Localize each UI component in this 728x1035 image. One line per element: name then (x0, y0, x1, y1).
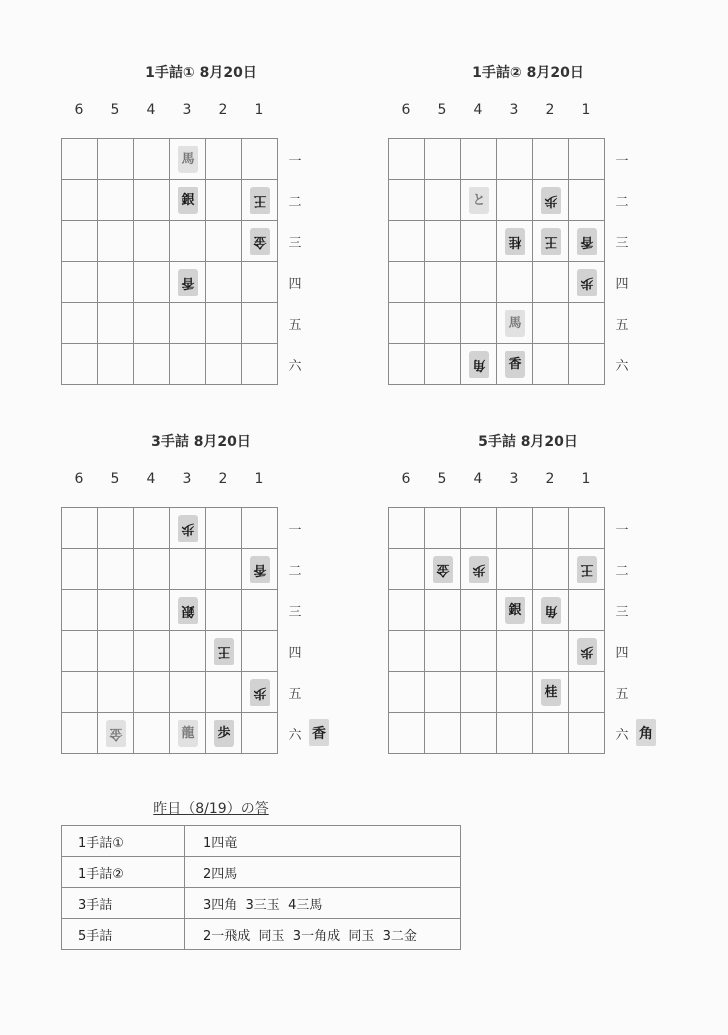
board-square (134, 631, 170, 672)
board-square (533, 549, 569, 590)
board-square (425, 221, 461, 262)
puzzle-title: 1手詰② 8月20日 (472, 65, 584, 81)
piece-label: 歩 (580, 644, 594, 659)
row-number: 二 (288, 564, 302, 579)
column-number: 1 (581, 471, 591, 487)
board-square (98, 344, 134, 385)
piece-label: 金 (109, 726, 123, 741)
board-square (206, 139, 242, 180)
shogi-piece (250, 679, 270, 706)
column-number: 6 (74, 102, 84, 118)
piece-label: 角 (472, 357, 486, 372)
piece-label: 金 (436, 562, 450, 577)
shogi-piece (577, 269, 597, 296)
column-number: 2 (545, 471, 555, 487)
board-square (425, 713, 461, 754)
board-square (389, 631, 425, 672)
board-square (569, 508, 605, 549)
board-square (389, 590, 425, 631)
board-square (170, 303, 206, 344)
board-square (98, 221, 134, 262)
shogi-piece (433, 556, 453, 583)
board-square (98, 590, 134, 631)
board-square (533, 139, 569, 180)
board-square (497, 549, 533, 590)
board-square (425, 631, 461, 672)
column-numbers (388, 471, 658, 491)
answer-row (62, 888, 461, 919)
shogi-piece (106, 720, 126, 747)
board-square (389, 180, 425, 221)
board-square (461, 631, 497, 672)
board-square (62, 549, 98, 590)
board-square (425, 672, 461, 713)
board-square (389, 221, 425, 262)
board-square (242, 590, 278, 631)
board-square (389, 139, 425, 180)
puzzle-title: 5手詰 8月20日 (478, 434, 578, 450)
answer-label: 5手詰 (62, 919, 185, 950)
piece-label: 桂 (508, 234, 522, 249)
shogi-piece (505, 310, 525, 337)
board-square (497, 262, 533, 303)
column-number: 4 (146, 471, 156, 487)
board-square (425, 139, 461, 180)
piece-label: 龍 (181, 726, 195, 741)
board-square (134, 713, 170, 754)
board-square (98, 180, 134, 221)
column-number: 1 (254, 471, 264, 487)
piece-label: 銀 (181, 603, 195, 618)
board-square (242, 262, 278, 303)
board-square (134, 139, 170, 180)
board-square (62, 344, 98, 385)
piece-label: 歩 (181, 521, 195, 536)
board-square (242, 508, 278, 549)
row-number: 六 (615, 359, 629, 374)
row-number: 四 (615, 277, 629, 292)
answer-moves: 3四角 3三玉 4三馬 (185, 888, 461, 919)
shogi-piece (577, 638, 597, 665)
column-number: 6 (74, 471, 84, 487)
board-square (134, 262, 170, 303)
answer-moves: 2四馬 (185, 857, 461, 888)
board-square (569, 672, 605, 713)
board-square (206, 672, 242, 713)
board-square (242, 303, 278, 344)
row-numbers (610, 138, 634, 384)
piece-label: と (472, 193, 486, 208)
shogi-piece (250, 556, 270, 583)
board-square (425, 590, 461, 631)
column-number: 2 (218, 102, 228, 118)
board-square (425, 180, 461, 221)
board-square (98, 262, 134, 303)
column-number: 3 (182, 102, 192, 118)
row-number: 一 (288, 523, 302, 538)
board-square (461, 508, 497, 549)
board-square (170, 631, 206, 672)
board-square (569, 344, 605, 385)
shogi-piece (541, 228, 561, 255)
row-number: 五 (288, 687, 302, 702)
piece-label: 歩 (217, 726, 231, 741)
shogi-piece (214, 638, 234, 665)
board-square (206, 508, 242, 549)
row-number: 四 (615, 646, 629, 661)
column-number: 2 (218, 471, 228, 487)
puzzle-title: 1手詰① 8月20日 (145, 65, 257, 81)
row-number: 五 (615, 318, 629, 333)
shogi-piece (541, 597, 561, 624)
board-square (569, 139, 605, 180)
board-square (170, 549, 206, 590)
board-square (206, 590, 242, 631)
piece-label: 香 (253, 562, 267, 577)
piece-label: 香 (508, 357, 522, 372)
column-numbers (61, 102, 331, 122)
piece-label: 王 (544, 234, 558, 249)
board-square (461, 221, 497, 262)
answer-label: 1手詰① (62, 826, 185, 857)
row-number: 四 (288, 277, 302, 292)
board-square (206, 180, 242, 221)
board-square (497, 672, 533, 713)
board-square (533, 508, 569, 549)
piece-label: 王 (580, 562, 594, 577)
board-square (98, 139, 134, 180)
shogi-piece (178, 187, 198, 214)
shogi-piece (541, 187, 561, 214)
row-number: 六 (288, 728, 302, 743)
board-square (389, 303, 425, 344)
board-square (206, 221, 242, 262)
board-square (497, 180, 533, 221)
board-square (98, 303, 134, 344)
shogi-piece (178, 597, 198, 624)
board-square (62, 713, 98, 754)
board-square (134, 303, 170, 344)
column-number: 1 (581, 102, 591, 118)
board-square (98, 672, 134, 713)
puzzle-1 (61, 62, 361, 392)
column-number: 4 (473, 471, 483, 487)
board-square (425, 262, 461, 303)
column-numbers (388, 102, 658, 122)
board-square (461, 262, 497, 303)
board-square (533, 262, 569, 303)
row-number: 一 (615, 523, 629, 538)
piece-in-hand: 角 (636, 719, 656, 746)
board-square (134, 180, 170, 221)
puzzle-title: 3手詰 8月20日 (151, 434, 251, 450)
board-square (533, 713, 569, 754)
board-square (569, 713, 605, 754)
shogi-piece (505, 351, 525, 378)
piece-label: 香 (181, 275, 195, 290)
board-square (242, 139, 278, 180)
board-square (206, 344, 242, 385)
shogi-piece (178, 269, 198, 296)
board-square (62, 303, 98, 344)
board-square (461, 139, 497, 180)
column-number: 4 (473, 102, 483, 118)
board-square (497, 508, 533, 549)
board-square (242, 631, 278, 672)
column-number: 3 (182, 471, 192, 487)
answers-section (61, 797, 463, 950)
board-square (62, 180, 98, 221)
board-square (389, 344, 425, 385)
column-number: 2 (545, 102, 555, 118)
board-square (461, 672, 497, 713)
row-number: 三 (288, 236, 302, 251)
board-square (425, 344, 461, 385)
board-square (497, 139, 533, 180)
board-square (206, 303, 242, 344)
row-number: 二 (288, 195, 302, 210)
piece-label: 歩 (544, 193, 558, 208)
board-square (242, 713, 278, 754)
board-square (134, 549, 170, 590)
puzzle-2 (388, 62, 688, 392)
row-number: 三 (288, 605, 302, 620)
piece-label: 馬 (181, 152, 195, 167)
board-square (62, 139, 98, 180)
column-numbers (61, 471, 331, 491)
piece-label: 香 (580, 234, 594, 249)
piece-in-hand: 香 (309, 719, 329, 746)
column-number: 5 (437, 471, 447, 487)
column-number: 3 (509, 471, 519, 487)
board-square (134, 508, 170, 549)
shogi-piece (505, 597, 525, 624)
board-square (389, 262, 425, 303)
board-square (533, 344, 569, 385)
shogi-piece (577, 556, 597, 583)
answer-row (62, 826, 461, 857)
board-square (98, 631, 134, 672)
answer-label: 1手詰② (62, 857, 185, 888)
shogi-piece (541, 679, 561, 706)
board-square (461, 713, 497, 754)
answer-label: 3手詰 (62, 888, 185, 919)
board-square (389, 549, 425, 590)
board-square (461, 303, 497, 344)
board-square (533, 631, 569, 672)
piece-label: 歩 (580, 275, 594, 290)
board-square (134, 221, 170, 262)
piece-label: 銀 (181, 193, 195, 208)
row-number: 五 (615, 687, 629, 702)
board-square (62, 631, 98, 672)
board-square (569, 180, 605, 221)
board-square (62, 508, 98, 549)
board-square (134, 672, 170, 713)
board-square (134, 590, 170, 631)
answers-table (61, 825, 461, 950)
board-square (389, 672, 425, 713)
row-numbers (283, 507, 307, 753)
board-square (206, 262, 242, 303)
answer-row (62, 919, 461, 950)
puzzle-4 (388, 431, 688, 761)
board-square (425, 508, 461, 549)
row-number: 六 (288, 359, 302, 374)
shogi-board (61, 138, 278, 385)
shogi-piece (250, 228, 270, 255)
column-number: 5 (110, 102, 120, 118)
board-square (206, 549, 242, 590)
board-square (242, 344, 278, 385)
board-square (98, 508, 134, 549)
board-square (497, 631, 533, 672)
column-number: 5 (437, 102, 447, 118)
answer-moves: 2一飛成 同玉 3一角成 同玉 3二金 (185, 919, 461, 950)
row-number: 一 (288, 154, 302, 169)
board-square (62, 672, 98, 713)
piece-label: 桂 (544, 685, 558, 700)
board-square (497, 713, 533, 754)
row-number: 六 (615, 728, 629, 743)
board-square (170, 344, 206, 385)
board-square (170, 221, 206, 262)
row-number: 三 (615, 236, 629, 251)
shogi-piece (469, 351, 489, 378)
column-number: 1 (254, 102, 264, 118)
column-number: 6 (401, 471, 411, 487)
column-number: 5 (110, 471, 120, 487)
board-square (62, 221, 98, 262)
row-number: 一 (615, 154, 629, 169)
board-square (170, 672, 206, 713)
shogi-piece (577, 228, 597, 255)
answer-moves: 1四竜 (185, 826, 461, 857)
board-square (569, 590, 605, 631)
board-square (389, 713, 425, 754)
row-number: 二 (615, 564, 629, 579)
board-square (461, 590, 497, 631)
board-square (569, 303, 605, 344)
row-number: 四 (288, 646, 302, 661)
piece-label: 王 (217, 644, 231, 659)
piece-label: 王 (253, 193, 267, 208)
shogi-board (388, 138, 605, 385)
shogi-piece (178, 720, 198, 747)
row-numbers (610, 507, 634, 753)
shogi-piece (250, 187, 270, 214)
puzzle-3 (61, 431, 361, 761)
row-numbers (283, 138, 307, 384)
board-square (62, 590, 98, 631)
shogi-piece (505, 228, 525, 255)
row-number: 三 (615, 605, 629, 620)
board-square (98, 549, 134, 590)
piece-label: 歩 (253, 685, 267, 700)
column-number: 6 (401, 102, 411, 118)
shogi-piece (469, 187, 489, 214)
board-square (62, 262, 98, 303)
column-number: 3 (509, 102, 519, 118)
shogi-piece (178, 146, 198, 173)
piece-label: 馬 (508, 316, 522, 331)
piece-label: 角 (544, 603, 558, 618)
row-number: 五 (288, 318, 302, 333)
piece-label: 金 (253, 234, 267, 249)
column-number: 4 (146, 102, 156, 118)
shogi-board (61, 507, 278, 754)
row-number: 二 (615, 195, 629, 210)
board-square (425, 303, 461, 344)
board-square (134, 344, 170, 385)
piece-label: 歩 (472, 562, 486, 577)
answer-row (62, 857, 461, 888)
shogi-piece (214, 720, 234, 747)
piece-label: 銀 (508, 603, 522, 618)
board-square (389, 508, 425, 549)
shogi-piece (178, 515, 198, 542)
answers-title: 昨日（8/19）の答 (153, 801, 269, 817)
shogi-board (388, 507, 605, 754)
shogi-piece (469, 556, 489, 583)
board-square (533, 303, 569, 344)
